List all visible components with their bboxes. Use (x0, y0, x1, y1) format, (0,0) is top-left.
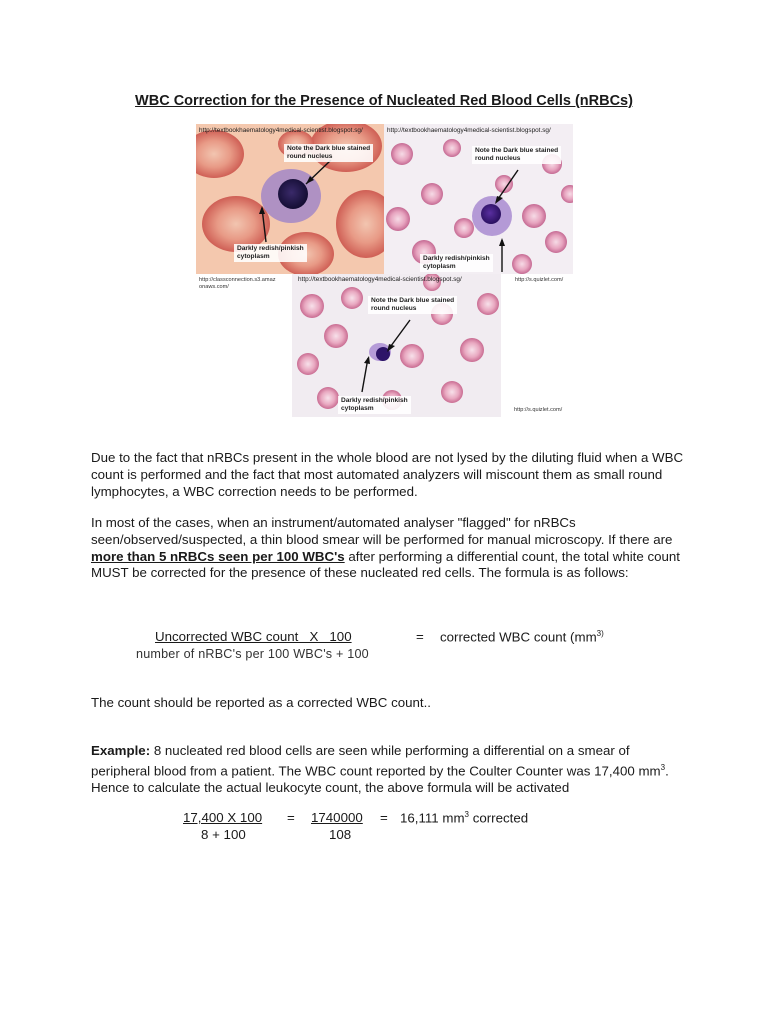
threshold-emphasis: more than 5 nRBCs seen per 100 WBC's (91, 548, 345, 564)
example-label: Example: (91, 743, 151, 758)
image-source-url: http://textbookhaematology4medical-scientist.blogspot.sg/ (199, 127, 363, 134)
example-paragraph: Example: 8 nucleated red blood cells are seen while performing a differential on a smear of peripheral blood from a patient. The WBC count reported by the Coulter Counter was 17,400 $mm^3$. Hence to calculate the actual leukocyte count, the above formula will be activated (91, 743, 669, 796)
note-nucleus-label: Note the Dark blue stained round nucleus (368, 296, 457, 314)
calc-denominator-1: 8 + 100 (201, 827, 246, 842)
image-source-url: http://textbookhaematology4medical-scientist.blogspot.sg/ (387, 127, 551, 134)
page-title: WBC Correction for the Presence of Nucleated Red Blood Cells (nRBCs) (135, 93, 633, 109)
calc-result: 16,111 $mm^3$ corrected (400, 810, 529, 826)
note-cytoplasm-label: Darkly redish/pinkish cytoplasm (338, 396, 411, 414)
micrograph-bottom (292, 274, 501, 417)
micrograph-top-left (196, 124, 384, 274)
image-source-url-side-right-bottom: http://s.quizlet.com/ (514, 407, 563, 413)
image-source-url-side-left: http://classconnection.s3.amaz onaws.com/ (199, 277, 276, 290)
formula-result: corrected WBC count ($mm^{3)}$ (440, 629, 604, 645)
calc-equals-2: = (380, 810, 388, 825)
image-source-url: http://textbookhaematology4medical-scientist.blogspot.sg/ (298, 276, 462, 283)
calc-equals-1: = (287, 810, 295, 825)
intro-paragraph: Due to the fact that nRBCs present in the whole blood are not lysed by the diluting fluid when a WBC count is performed and the fact that most automated analyzers will miscount them as small round lymphocytes, a WBC correction needs to be performed. (91, 450, 684, 499)
note-nucleus-label: Note the Dark blue stained round nucleus (472, 146, 561, 164)
note-nucleus-label: Note the Dark blue stained round nucleus (284, 144, 373, 162)
image-source-url-side-right: http://s.quizlet.com/ (515, 277, 564, 283)
report-paragraph: The count should be reported as a corrected WBC count.. (91, 695, 431, 710)
micrograph-top-right (384, 124, 573, 274)
formula-numerator: Uncorrected WBC count X 100 (155, 629, 352, 644)
formula-equals: = (416, 629, 424, 644)
note-cytoplasm-label: Darkly redish/pinkish cytoplasm (420, 254, 493, 272)
note-cytoplasm-label: Darkly redish/pinkish cytoplasm (234, 244, 307, 262)
instrument-paragraph: In most of the cases, when an instrument/automated analyser "flagged" for nRBCs seen/observed/suspected, a thin blood smear will be performed for manual microscopy. If there are more than 5 nRBCs seen per 100 WBC's after performing a differential count, the total white count MUST be corrected for the presence of these nucleated red cells. The formula is as follows: (91, 515, 680, 581)
calc-numerator-2: 1740000 (311, 810, 363, 825)
calc-numerator-1: 17,400 X 100 (183, 810, 263, 825)
calc-denominator-2: 108 (329, 827, 352, 842)
formula-denominator: number of nRBC's per 100 WBC's + 100 (136, 647, 369, 661)
